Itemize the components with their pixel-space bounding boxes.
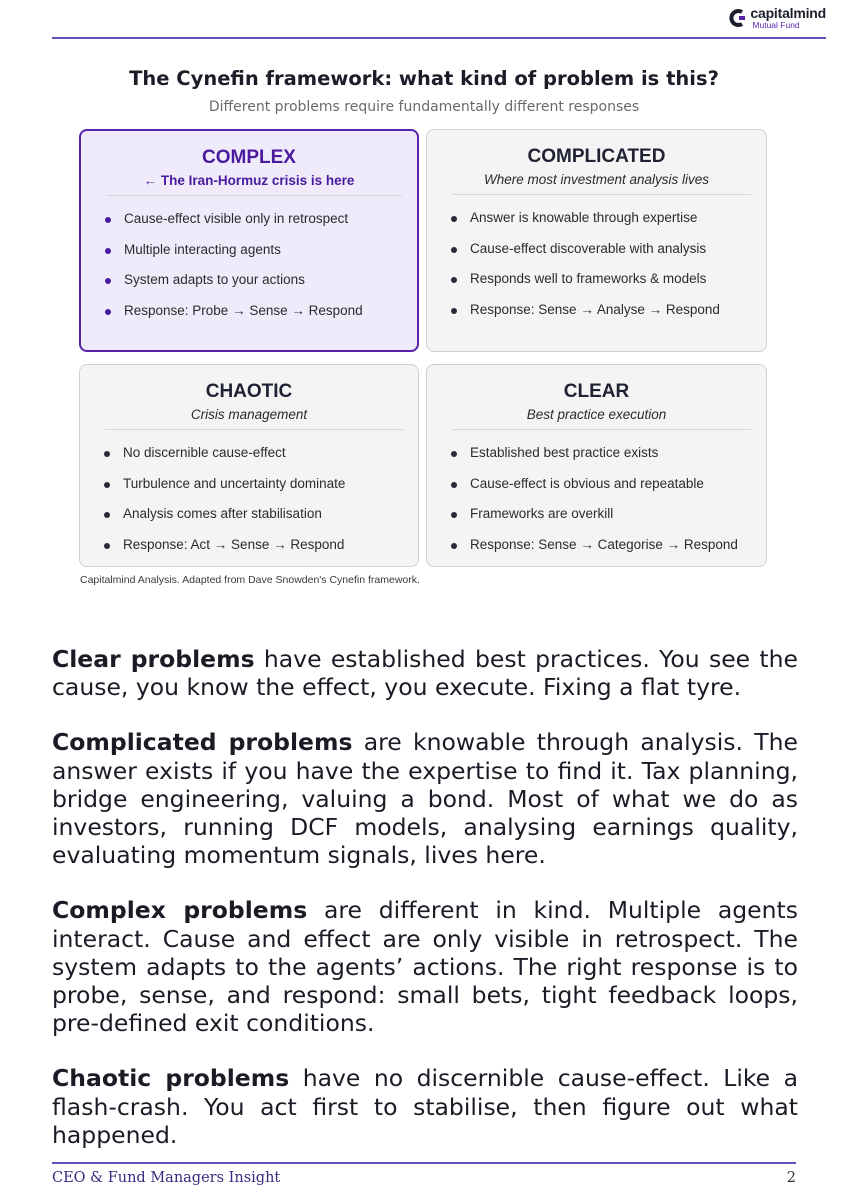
bullet-icon	[451, 216, 457, 222]
quadrant-subtitle: ← The Iran-Hormuz crisis is here	[143, 173, 355, 188]
list-item-text: Response: Probe → Sense → Respond	[124, 302, 363, 318]
list-item-text: Response: Sense → Categorise → Respond	[470, 536, 738, 552]
body-text	[52, 645, 798, 1176]
bullet-icon	[451, 247, 457, 253]
bullet-icon	[104, 543, 110, 549]
list-item	[104, 438, 345, 469]
list-item	[105, 235, 363, 266]
list-item-text: Established best practice exists	[470, 445, 659, 460]
quadrant-complex	[79, 129, 419, 352]
quadrant-divider	[106, 195, 402, 196]
list-item-text: Response: Act → Sense → Respond	[123, 536, 345, 552]
quadrant-complicated	[426, 129, 767, 352]
list-item-text: Responds well to frameworks & models	[470, 271, 707, 286]
bullet-icon	[451, 451, 457, 457]
header-divider	[52, 37, 826, 39]
brand-logo	[729, 5, 826, 31]
quadrant-divider	[452, 429, 751, 430]
brand-name: capitalmind	[750, 5, 826, 22]
bullet-icon	[451, 308, 457, 314]
list-item-text: System adapts to your actions	[124, 272, 305, 287]
paragraph	[52, 728, 798, 869]
bullet-icon	[451, 277, 457, 283]
list-item-text: Cause-effect is obvious and repeatable	[470, 475, 704, 491]
list-item	[451, 469, 738, 500]
paragraph-text: are different in kind. Multiple agents interact. Cause and effect are only visible in retrospect. The system adapts to the agents’ actions. The right response is to probe, sense, and respond: small bets, tight feedback loops, pre-defined exit conditions.	[52, 896, 798, 1038]
quadrant-list	[104, 438, 345, 560]
bullet-icon	[105, 248, 111, 254]
list-item	[451, 203, 720, 234]
list-item-text: Frameworks are overkill	[470, 506, 614, 521]
list-item-text: Turbulence and uncertainty dominate	[123, 475, 346, 491]
list-item	[105, 204, 363, 235]
figure-title: The Cynefin framework: what kind of problem is this?	[129, 67, 719, 90]
list-item	[104, 499, 345, 530]
list-item-text: Multiple interacting agents	[124, 241, 281, 257]
list-item	[451, 295, 720, 326]
figure-caption: Capitalmind Analysis. Adapted from Dave Snowden's Cynefin framework.	[80, 574, 420, 586]
quadrant-subtitle: Crisis management	[190, 407, 308, 422]
bullet-icon	[105, 309, 111, 315]
list-item	[104, 530, 345, 561]
bullet-icon	[104, 482, 110, 488]
quadrant-title: CLEAR	[563, 381, 630, 402]
quadrant-list	[105, 204, 363, 326]
bullet-icon	[451, 512, 457, 518]
footer-divider	[52, 1162, 796, 1164]
list-item	[451, 264, 720, 295]
quadrant-title: COMPLICATED	[527, 146, 666, 167]
list-item-text: Cause-effect discoverable with analysis	[470, 240, 707, 256]
footer-title: CEO & Fund Managers Insight	[52, 1170, 281, 1186]
list-item	[104, 469, 345, 500]
bullet-icon	[105, 217, 111, 223]
quadrant-title: CHAOTIC	[205, 381, 293, 402]
list-item	[451, 530, 738, 561]
list-item	[105, 296, 363, 327]
quadrant-divider	[452, 194, 751, 195]
bullet-icon	[105, 278, 111, 284]
capitalmind-logo-icon	[729, 8, 745, 28]
paragraph	[52, 896, 798, 1037]
paragraph-lead: Clear problems	[52, 645, 255, 673]
bullet-icon	[451, 482, 457, 488]
list-item-text: Response: Sense → Analyse → Respond	[470, 301, 720, 317]
list-item	[105, 265, 363, 296]
quadrant-title: COMPLEX	[202, 147, 296, 168]
quadrant-list	[451, 203, 720, 325]
list-item-text: Answer is knowable through expertise	[470, 210, 698, 225]
list-item	[451, 438, 738, 469]
bullet-icon	[104, 451, 110, 457]
brand-subtitle: Mutual Fund	[752, 20, 800, 31]
paragraph-text: are knowable through analysis. The answer exists if you have the expertise to find it. Tax planning, bridge engineering, valuing a bond. Most of what we do as investors, running DCF models, analysing earnings quality, evaluating momentum signals, lives here.	[52, 728, 799, 870]
paragraph-text: have established best practices. You see the cause, you know the effect, you execute. Fixing a flat tyre.	[52, 645, 798, 702]
quadrant-divider	[105, 429, 403, 430]
list-item-text: Cause-effect visible only in retrospect	[124, 211, 349, 226]
list-item	[451, 234, 720, 265]
figure-subtitle: Different problems require fundamentally different responses	[208, 99, 640, 115]
page-number: 2	[786, 1170, 796, 1186]
bullet-icon	[104, 512, 110, 518]
paragraph-text: have no discernible cause-effect. Like a flash-crash. You act first to stabilise, then figure out what happened.	[52, 1064, 798, 1149]
bullet-icon	[451, 543, 457, 549]
quadrant-subtitle: Where most investment analysis lives	[483, 172, 710, 187]
paragraph-lead: Complicated problems	[52, 728, 353, 757]
quadrant-subtitle: Best practice execution	[526, 407, 667, 422]
list-item	[451, 499, 738, 530]
paragraph-lead: Complex problems	[52, 896, 308, 925]
list-item-text: No discernible cause-effect	[123, 445, 286, 460]
list-item-text: Analysis comes after stabilisation	[123, 506, 322, 521]
paragraph-lead: Chaotic problems	[52, 1064, 290, 1093]
paragraph	[52, 645, 798, 701]
quadrant-chaotic	[79, 364, 419, 567]
quadrant-clear	[426, 364, 767, 567]
quadrant-list	[451, 438, 738, 560]
paragraph	[52, 1064, 798, 1149]
